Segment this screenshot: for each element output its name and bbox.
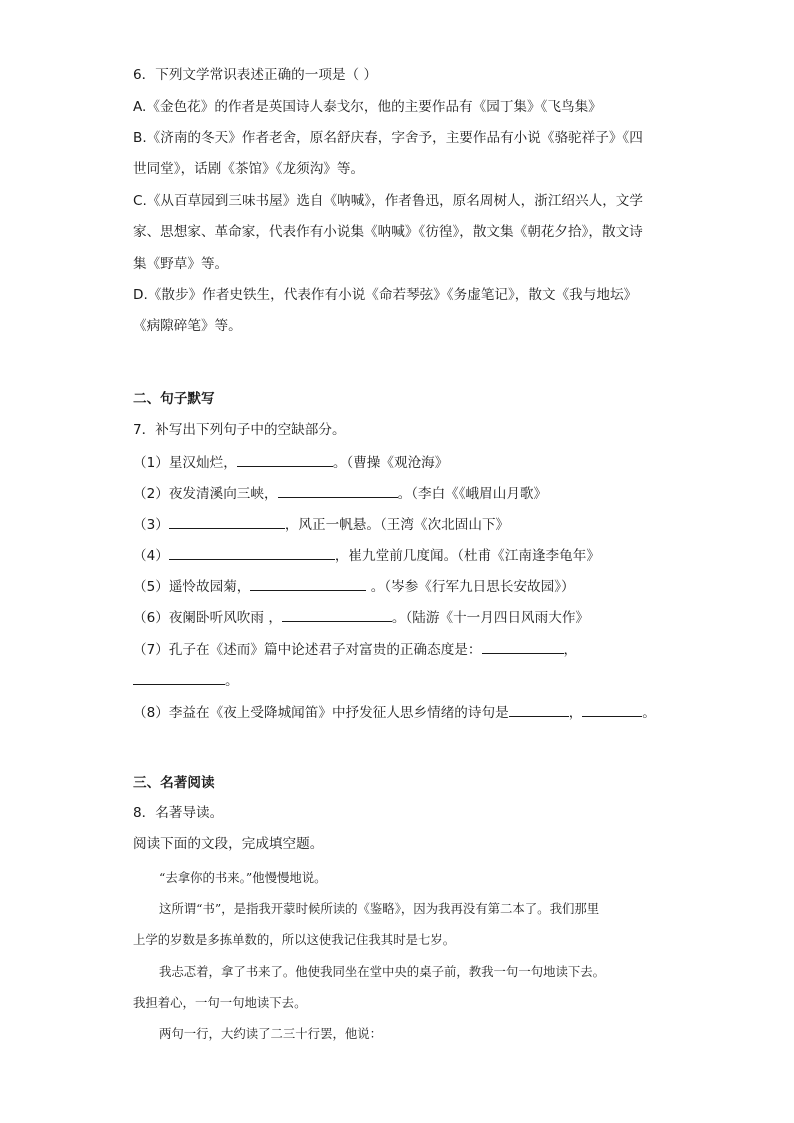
passage-paragraph-2-line1: 这所谓“书”，是指我开蒙时候所读的《鉴略》，因为我再没有第二本了。我们那里 [159,901,600,916]
q7-item-6-prefix: （6）夜阑卧听风吹雨 ， [133,610,282,626]
passage-paragraph-3-line2: 我担着心，一句一句地读下去。 [133,995,307,1010]
q7-item-2-source: 。（李白《《峨眉山月歌》 [397,486,548,502]
q6-option-b-line1: B.《济南的冬天》作者老舍，原名舒庆春，字舍予，主要作品有小说《骆驼祥子》《四 [133,130,643,146]
q7-item-8-comma: ， [568,705,583,721]
answer-blank[interactable] [237,452,333,467]
q7-item-1-source: 。（曹操《观沧海》 [332,455,449,471]
q8-instruction: 阅读下面的文段，完成填空题。 [133,836,324,852]
answer-blank[interactable] [169,514,285,529]
q7-item-8-prefix: （8）李益在《夜上受降城闻笛》中抒发征人思乡情绪的诗句是 [133,705,509,721]
passage-paragraph-3-line1: 我忐忑着，拿了书来了。他使我同坐在堂中央的桌子前，教我一句一句地读下去。 [159,964,606,979]
q7-item-8 [133,702,656,722]
q7-item-4 [133,545,600,565]
q7-item-7-prefix: （7）孔子在《述而》篇中论述君子对富贵的正确态度是： [133,642,482,658]
q7-item-8-end: 。 [642,705,656,721]
answer-blank[interactable] [582,702,642,717]
passage-paragraph-1: “去拿你的书来。”他慢慢地说。 [159,870,327,885]
answer-blank[interactable] [282,607,392,622]
q7-item-3 [133,514,509,534]
q7-item-5 [133,576,575,596]
q6-option-c-line2: 家、思想家、革命家，代表作有小说集《呐喊》《彷徨》，散文集《朝花夕拾》，散文诗 [133,224,643,240]
section3-title: 三、名著阅读 [133,775,215,791]
q6-option-a: A.《金色花》的作者是英国诗人泰戈尔，他的主要作品有《园丁集》《飞鸟集》 [133,99,602,115]
passage-paragraph-2-line2: 上学的岁数是多拣单数的，所以这使我记住我其时是七岁。 [133,932,456,947]
q6-option-d-line1: D.《散步》作者史铁生，代表作有小说《命若琴弦》《务虚笔记》，散文《我与地坛》 [133,287,638,303]
q7-item-7-end: 。 [225,673,239,689]
q6-stem: 6．下列文学常识表述正确的一项是（ ） [133,67,378,83]
q7-item-1-prefix: （1）星汉灿烂， [133,455,237,471]
q7-item-5-source: 。（岑参《行军九日思长安故园》） [366,579,575,595]
q7-item-7-comma: ， [563,642,578,658]
passage-paragraph-4: 两句一行，大约读了二三十行罢，他说： [159,1026,383,1041]
answer-blank[interactable] [169,545,335,560]
answer-blank[interactable] [482,639,564,654]
q7-item-6 [133,607,589,627]
q8-stem: 8．名著导读。 [133,805,224,821]
q7-item-4-prefix: （4） [133,548,169,564]
section2-title: 二、句子默写 [133,391,215,407]
q7-stem: 7．补写出下列句子中的空缺部分。 [133,422,346,438]
answer-blank[interactable] [509,702,569,717]
q6-option-c-line1: C.《从百草园到三味书屋》选自《呐喊》，作者鲁迅，原名周树人，浙江绍兴人，文学 [133,193,643,209]
q7-item-5-prefix: （5）遥怜故园菊， [133,579,251,595]
q7-item-2-prefix: （2）夜发清溪向三峡， [133,486,278,502]
q7-item-6-source: 。（陆游《十一月四日风雨大作》 [391,610,590,626]
q7-item-7-continued [133,670,239,690]
q7-item-7 [133,639,577,659]
q7-item-3-source: ，风正一帆悬。（王湾《次北固山下》 [284,517,510,533]
q6-option-b-line2: 世同堂》，话剧《茶馆》《龙须沟》等。 [133,161,365,177]
q6-option-c-line3: 集《野草》等。 [133,256,229,272]
q7-item-2 [133,483,547,503]
answer-blank[interactable] [250,576,366,591]
q6-option-d-line2: 《病隙碎笔》等。 [133,318,242,334]
q7-item-3-prefix: （3） [133,517,169,533]
answer-blank[interactable] [278,483,398,498]
q7-item-1 [133,452,448,472]
answer-blank[interactable] [133,670,225,685]
q7-item-4-source: ，崔九堂前几度闻。（杜甫《江南逢李龟年》 [334,548,600,564]
